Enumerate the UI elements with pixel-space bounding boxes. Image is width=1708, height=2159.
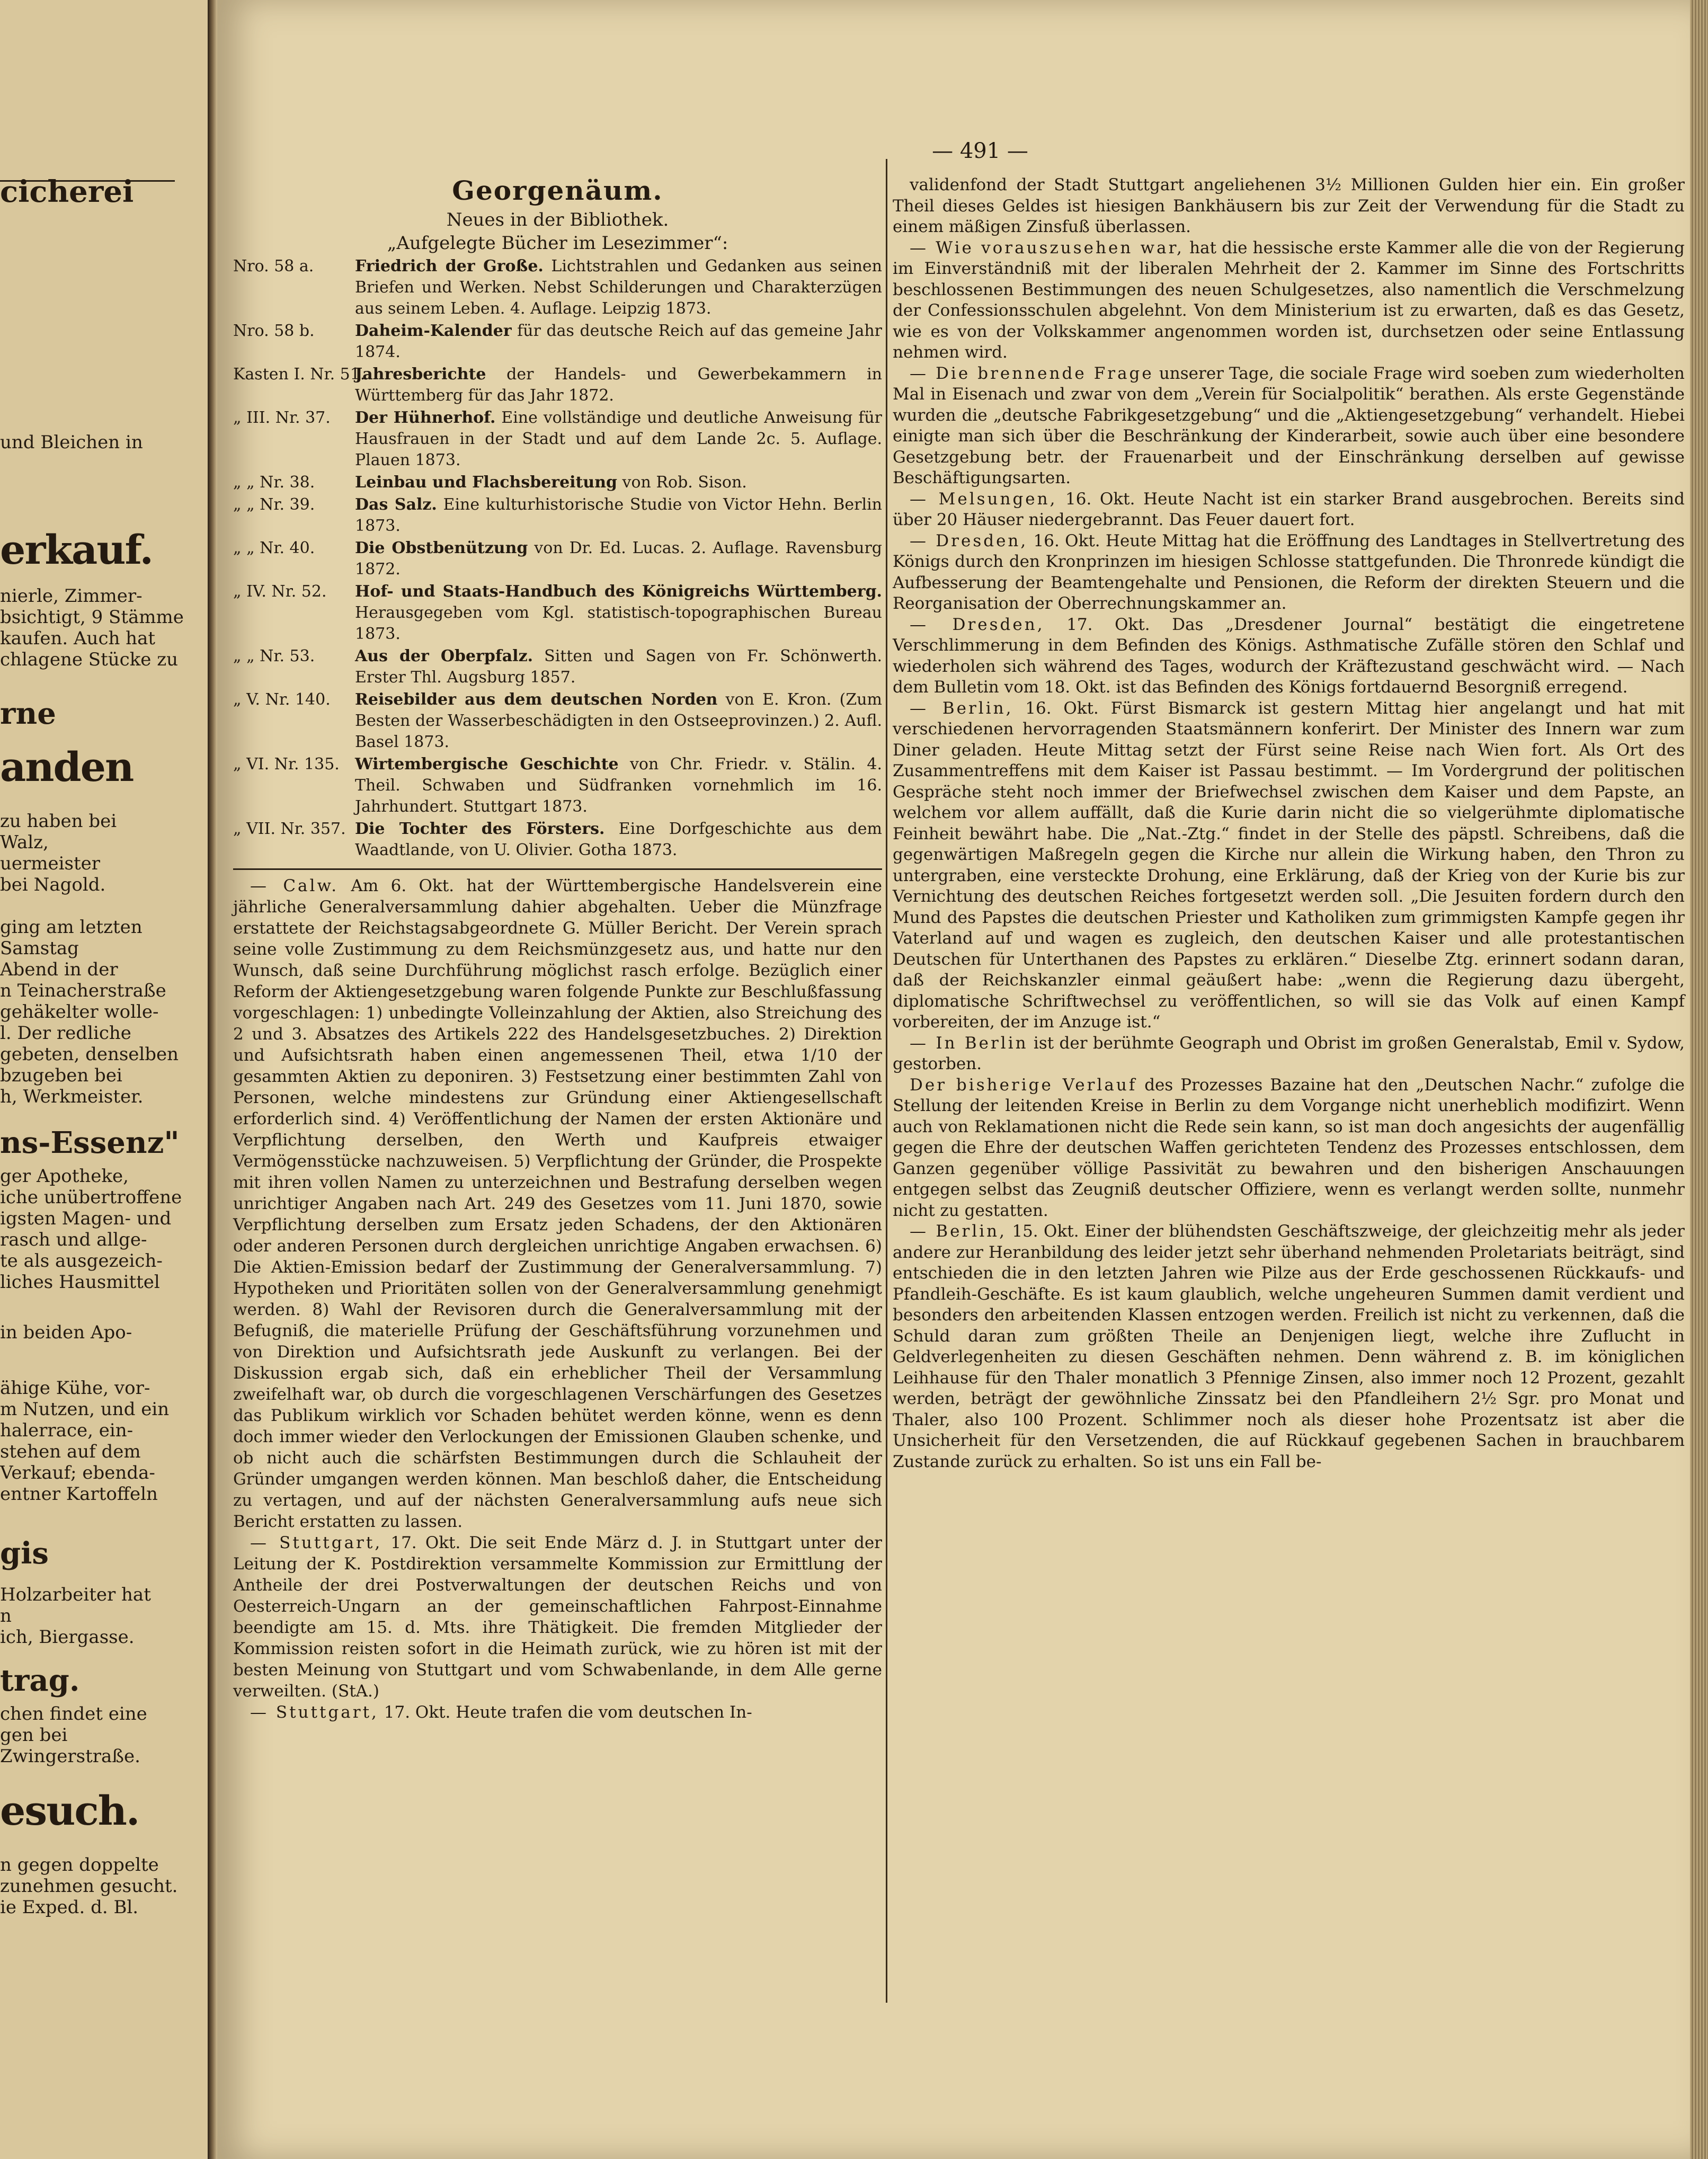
- news-article: [893, 175, 1685, 238]
- left-page-line: n: [0, 1605, 12, 1627]
- left-page-line: liches Hausmittel: [0, 1272, 160, 1293]
- right-page: [217, 0, 1690, 2159]
- left-page-line: rne: [0, 697, 56, 731]
- article-lead: — Berlin,: [910, 1222, 1007, 1241]
- entry-description: [355, 472, 882, 493]
- left-page-line: bsichtigt, 9 Stämme: [0, 607, 184, 628]
- left-page-line: nierle, Zimmer-: [0, 585, 143, 607]
- left-page-line: erkauf.: [0, 527, 153, 573]
- news-article: [893, 615, 1685, 698]
- entry-description: [355, 364, 882, 406]
- page-number: — 491 —: [932, 139, 1028, 163]
- article-body: hat die hessische erste Kammer alle die von der Regierung im Einverständniß mit der liberalen Mehrheit der 2. Kammer im Sinne des Fortschritts beschlossenen Bestimmungen des neuen Schulgesetzes, also namentlich die Verschmelzung der Confessionsschulen abgelehnt. Von dem Ministerium ist zu erwarten, daß es das Gesetz, wie es von der Volkskammer angenommen worden ist, durchsetzen oder seine Entlassung nehmen wird.: [893, 238, 1685, 362]
- entry-description: [355, 754, 882, 818]
- left-page-line: Holzarbeiter hat: [0, 1584, 151, 1605]
- left-page-line: h, Werkmeister.: [0, 1086, 144, 1107]
- news-article: [233, 1532, 882, 1702]
- entry-details: für das deutsche Reich auf das gemeine Jahr 1874.: [355, 322, 882, 361]
- left-page-line: esuch.: [0, 1788, 139, 1834]
- left-page-line: n Teinacherstraße: [0, 980, 166, 1001]
- entry-details: Sitten und Sagen von Fr. Schönwerth. Erster Thl. Augsburg 1857.: [355, 647, 882, 687]
- entry-shelfmark: „ VI. Nr. 135.: [233, 755, 340, 774]
- entry-title: Der Hühnerhof.: [355, 408, 496, 427]
- news-article: [233, 1702, 882, 1723]
- entry-title: Wirtembergische Geschichte: [355, 755, 619, 774]
- column-divider: [886, 159, 887, 2003]
- article-body: 16. Okt. Heute Mittag hat die Eröffnung des Landtages in Stellvertretung des Königs durch den Kronprinzen im hiesigen Schlosse stattgefunden. Die Thronrede kündigt die Aufbesserung der Beamtengehalte und Pensionen, die Reform der direkten Steuern und die Reorganisation der Oberrechnungskammer an.: [893, 531, 1685, 613]
- left-page-line: Walz,: [0, 832, 49, 853]
- entry-title: Die Tochter des Försters.: [355, 820, 605, 838]
- article-body: 16. Okt. Fürst Bismarck ist gestern Mittag hier angelangt und hat mit verschiedenen hervorragenden Staatsmännern konferirt. Der Minister des Innern war zum Diner geladen. Heute Mittag setzt der Fürst seine Reise nach Wien fort. Als Ort des Zusammentreffens mit dem Kaiser ist Passau bestimmt. — Im Vordergrund der politischen Gespräche steht noch immer der Briefwechsel zwischen dem Kaiser und dem Papste, an welchem vor allem auffällt, daß die Kurie darin nicht die so vielgerühmte diplomatische Feinheit bewährt habe. Die „Nat.-Ztg.“ findet in der Stelle des päpstl. Schreibens, daß die gegenwärtigen Maßregeln gegen die Kirche nur allein die Wirkung haben, den Thron zu untergraben, eine versteckte Drohung, eine Erklärung, daß der Krieg von der Kurie bis zur Vernichtung des deutschen Reiches fortgesetzt werden soll. „Die Jesuiten fordern durch den Mund des Papstes die deutschen Priester und Katholiken zum grimmigsten Kampfe gegen ihr Vaterland auf und wagen es zugleich, den deutschen Kaiser und alle protestantischen Deutschen für Unterthanen des Papstes zu erklären.“ Dieselbe Ztg. erinnert sodann daran, daß der Reichskanzler einmal geäußert habe: „wenn die Regierung dazu übergeht, diplomatische Schriftwechsel zu veröffentlichen, so will sie das Volk auf einen Kampf vorbereiten, der im Anzuge ist.“: [893, 698, 1685, 1032]
- left-page-line: entner Kartoffeln: [0, 1483, 158, 1505]
- entry-description: [355, 581, 882, 645]
- article-lead: — Stuttgart,: [250, 1533, 382, 1552]
- entry-title: Hof- und Staats-Handbuch des Königreichs Württemberg.: [355, 582, 882, 601]
- library-entry: [233, 754, 882, 818]
- book-gutter: [208, 0, 217, 2159]
- entry-details: der Handels- und Gewerbekammern in Württemberg für das Jahr 1872.: [355, 365, 882, 405]
- article-body: 16. Okt. Heute Nacht ist ein starker Brand ausgebrochen. Bereits sind über 20 Häuser niedergebrannt. Das Feuer dauert fort.: [893, 489, 1685, 529]
- entry-details: Lichtstrahlen und Gedanken aus seinen Briefen und Werken. Nebst Schilderungen und Charakterzügen aus seinem Leben. 4. Auflage. Leipzig 1873.: [355, 257, 882, 318]
- entry-shelfmark: „ VII. Nr. 357.: [233, 820, 346, 838]
- left-page-line: bei Nagold.: [0, 874, 106, 895]
- left-page-line: halerrace, ein-: [0, 1420, 134, 1441]
- news-article: [893, 363, 1685, 489]
- article-lead: — In Berlin: [910, 1033, 1028, 1053]
- left-page-line: rasch und allge-: [0, 1229, 147, 1250]
- left-page-line: stehen auf dem: [0, 1441, 141, 1462]
- left-page-line: bzugeben bei: [0, 1065, 122, 1086]
- library-entry: [233, 581, 882, 645]
- article-lead: Der bisherige Verlauf: [910, 1075, 1137, 1095]
- left-page-line: und Bleichen in: [0, 432, 143, 453]
- news-article: [893, 489, 1685, 531]
- left-page-line: kaufen. Auch hat: [0, 628, 156, 649]
- section-rule: [233, 868, 882, 870]
- news-article: [893, 698, 1685, 1033]
- left-page-line: trag.: [0, 1664, 80, 1698]
- entry-details: Eine kulturhistorische Studie von Victor Hehn. Berlin 1873.: [355, 495, 882, 535]
- entry-shelfmark: „ IV. Nr. 52.: [233, 582, 327, 601]
- news-article: [893, 1075, 1685, 1222]
- library-entry: [233, 472, 882, 493]
- entry-details: von Rob. Sison.: [617, 473, 747, 492]
- left-page-fragment: [0, 0, 209, 2159]
- article-body: 15. Okt. Einer der blühendsten Geschäftszweige, der gleichzeitig mehr als jeder andere zur Heranbildung des leider jetzt sehr überhand nehmenden Proletariats beiträgt, sind entschieden die in den letzten Jahren wie Pilze aus der Erde geschossenen Rückkaufs- und Pfandleih-Geschäfte. Es ist kaum glaublich, welche ungeheuren Summen damit verdient und besonders den arbeitenden Klassen entzogen werden. Freilich ist nicht zu verkennen, daß die Schuld daran zum größten Theile an Denjenigen liegt, welche ihre Zuflucht in Geldverlegenheiten zu diesen Geschäften nehmen. Denn während z. B. im königlichen Leihhause für den Thaler monatlich 3 Pfennige Zinsen, also immer noch 12 Prozent, gezahlt werden, beträgt der gewöhnliche Zinssatz bei den Pfandleihern 2½ Sgr. pro Monat und Thaler, also 100 Prozent. Schlimmer noch als dieser hohe Prozentsatz ist aber die Unsicherheit für den Versetzenden, die auf Rückkauf gegebenen Sachen in brauchbarem Zustande zurück zu erhalten. So ist uns ein Fall be-: [893, 1222, 1685, 1471]
- article-body: 17. Okt. Die seit Ende März d. J. in Stuttgart unter der Leitung der K. Postdirektion versammelte Kommission zur Ermittlung der Antheile der drei Postverwaltungen der deutschen Reichs und von Oesterreich-Ungarn an der gemeinschaftlichen Fahrpost-Einnahme beendigte am 15. d. Mts. ihre Thätigkeit. Die fremden Mitglieder der Kommission reisten sofort in die Heimath zurück, wie zu hören ist mit der besten Meinung von Stuttgart und vom Schwabenlande, in dem Alle gerne verweilten. (StA.): [233, 1533, 883, 1701]
- article-list: [893, 175, 1685, 1472]
- article-lead: — Die brennende Frage: [910, 363, 1154, 383]
- article-body: 17. Okt. Das „Dresdener Journal“ bestätigt die eingetretene Verschlimmerung in dem Befinden des Königs. Asthmatische Zufälle stören den Schlaf und wiederholen sich während des Tages, wodurch der Kräftezustand geschwächt wird. — Nach dem Bulletin vom 18. Okt. ist das Befinden des Königs fortdauernd Besorgniß erregend.: [893, 615, 1685, 697]
- library-entry: [233, 689, 882, 753]
- entry-description: [355, 689, 882, 753]
- left-page-line: ie Exped. d. Bl.: [0, 1897, 139, 1918]
- entry-shelfmark: „ „ Nr. 40.: [233, 539, 315, 557]
- left-page-line: igsten Magen- und: [0, 1208, 172, 1229]
- entry-shelfmark: Kasten I. Nr. 51.: [233, 365, 366, 384]
- library-entry: [233, 321, 882, 363]
- left-page-line: l. Der redliche: [0, 1023, 131, 1044]
- left-page-line: m Nutzen, und ein: [0, 1399, 170, 1420]
- entry-title: Leinbau und Flachsbereitung: [355, 473, 618, 492]
- entry-title: Jahresberichte: [355, 365, 486, 384]
- entry-shelfmark: „ „ Nr. 53.: [233, 647, 315, 665]
- left-page-line: gehäkelter wolle-: [0, 1001, 159, 1023]
- entry-description: [355, 494, 882, 537]
- article-body: validenfond der Stadt Stuttgart angeliehenen 3½ Millionen Gulden hier ein. Ein großer Theil dieses Geldes ist hiesigen Bankhäusern bis zur Zeit der Verwendung für die Stadt zu einem mäßigen Zinsfuß überlassen.: [893, 175, 1685, 236]
- entry-details: von Chr. Friedr. v. Stälin. 4. Theil. Schwaben und Südfranken vornehmlich im 16. Jahrhundert. Stuttgart 1873.: [355, 755, 882, 816]
- entry-details: von Dr. Ed. Lucas. 2. Auflage. Ravensburg 1872.: [355, 539, 882, 579]
- article-lead: — Dresden,: [910, 615, 1045, 634]
- entry-details: Eine Dorfgeschichte aus dem Waadtlande, von U. Olivier. Gotha 1873.: [355, 820, 882, 859]
- article-body: des Prozesses Bazaine hat den „Deutschen Nachr.“ zufolge die Stellung der leitenden Kreise in Berlin zu dem Vorgange nicht unerheblich modifizirt. Wenn auch von Reklamationen nicht die Rede sein kann, so ist man doch angesichts der augenfällig gegen die Ehre der deutschen Waffen gerichteten Tendenz des Prozesses entschlossen, dem Ganzen gegenüber völlige Passivität zu bewahren und den bisherigen Anschauungen entgegen selbst das Zeugniß deutscher Offiziere, wenn es verlangt werden sollte, nunmehr nicht zu gestatten.: [893, 1075, 1685, 1220]
- entry-description: [355, 407, 882, 471]
- library-entry: [233, 407, 882, 471]
- left-page-line: ns-Essenz": [0, 1126, 180, 1160]
- left-page-line: iche unübertroffene: [0, 1187, 182, 1208]
- library-entry: [233, 819, 882, 861]
- entry-title: Das Salz.: [355, 495, 437, 514]
- left-page-line: te als ausgezeich-: [0, 1250, 163, 1272]
- library-entry: [233, 538, 882, 580]
- left-page-line: Samstag: [0, 938, 79, 959]
- entry-shelfmark: „ „ Nr. 39.: [233, 495, 315, 514]
- left-page-line: cicherei: [0, 175, 134, 209]
- entry-description: [355, 321, 882, 363]
- left-page-line: ging am letzten: [0, 917, 143, 938]
- left-page-line: ich, Biergasse.: [0, 1627, 135, 1648]
- article-lead: — Stuttgart,: [250, 1703, 379, 1722]
- library-entry: [233, 646, 882, 688]
- left-page-line: gis: [0, 1536, 49, 1570]
- article-lead: — Wie vorauszusehen war,: [910, 238, 1184, 257]
- article-body: Am 6. Okt. hat der Württembergische Handelsverein eine jährliche Generalversammlung dahier abgehalten. Ueber die Münzfrage erstattete der Reichstagsabgeordnete G. Müller Bericht. Der Verein sprach seine volle Zustimmung zu dem Reichsmünzgesetz aus, und hatte nur den Wunsch, daß seine Durchführung möglichst rasch erfolge. Bezüglich einer Reform der Aktiengesetzgebung waren folgende Punkte zur Beschlußfassung vorgeschlagen: 1) unbedingte Volleinzahlung der Aktien, also Streichung des 2 und 3. Absatzes des Artikels 222 des Handelsgesetzbuches. 2) Direktion und Aufsichtsrath haben einen angemessenen Theil, etwa 1/10 der gesammten Aktien zu deponiren. 3) Festsetzung einer bestimmten Zahl von Personen, welche mindestens zur Gründung einer Aktiengesellschaft erforderlich sind. 4) Veröffentlichung der Namen der ersten Aktionäre und Verpflichtung derselben, den Werth und Kaufpreis etwaiger Vermögensstücke nachzuweisen. 5) Verpflichtung der Gründer, die Prospekte mit ihren vollen Namen zu unterzeichnen und Bestrafung derselben wegen unrichtiger Angaben nach Art. 249 des Gesetzes vom 11. Juni 1870, sowie Verpflichtung derselben zum Ersatz jeden Schadens, der den Aktionären oder anderen Personen durch dergleichen unrichtige Angaben erwachsen. 6) Die Aktien-Emission bedarf der Zustimmung der Generalversammlung. 7) Hypotheken und Prioritäten sollen von der Generalversammlung genehmigt werden. 8) Wahl der Revisoren durch die Generalversammlung mit der Befugniß, die materielle Prüfung der Geschäftsführung vorzunehmen und von Direktion und Aufsichtsrath jede Auskunft zu verlangen. Bei der Diskussion ergab sich, daß ein erheblicher Theil der Versammlung zweifelhaft war, ob durch die vorgeschlagenen Verschärfungen des Gesetzes das Publikum wirklich vor Schaden behütet werden könne, wenn es denn doch immer wieder den Verlockungen der Emissionen Glauben schenke, und ob nicht auch die schärfsten Bestimmungen durch die Schlauheit der Gründer umgangen werden können. Man beschloß daher, die Entscheidung zu vertagen, und auf der nächsten Generalversammlung aufs neue sich Bericht erstatten zu lassen.: [233, 876, 883, 1531]
- library-list: [233, 256, 882, 861]
- column-left: [233, 175, 882, 1723]
- entry-details: von E. Kron. (Zum Besten der Wasserbeschädigten in den Ostseeprovinzen.) 2. Aufl. Basel 1873.: [355, 690, 882, 751]
- news-article: [893, 1033, 1685, 1075]
- entry-shelfmark: „ „ Nr. 38.: [233, 473, 315, 492]
- entry-title: Daheim-Kalender: [355, 322, 512, 340]
- entry-shelfmark: Nro. 58 b.: [233, 322, 315, 340]
- section-subtitle: Neues in der Bibliothek.: [446, 209, 669, 230]
- left-page-line: Abend in der: [0, 959, 118, 980]
- entry-shelfmark: „ III. Nr. 37.: [233, 408, 331, 427]
- entry-description: [355, 646, 882, 688]
- left-page-line: chlagene Stücke zu: [0, 649, 179, 670]
- left-page-line: in beiden Apo-: [0, 1322, 132, 1343]
- library-entry: [233, 364, 882, 406]
- left-page-line: uermeister: [0, 853, 100, 874]
- left-page-line: anden: [0, 744, 134, 790]
- section-title: Georgenäum.: [452, 175, 663, 206]
- entry-description: [355, 819, 882, 861]
- entry-description: [355, 256, 882, 319]
- entry-title: Reisebilder aus dem deutschen Norden: [355, 690, 718, 709]
- left-page-line: Verkauf; ebenda-: [0, 1462, 155, 1483]
- library-entry: [233, 494, 882, 537]
- column-right: [893, 175, 1685, 1472]
- article-lead: — Melsungen,: [910, 489, 1057, 509]
- news-article: [893, 531, 1685, 615]
- article-lead: — Dresden,: [910, 531, 1028, 550]
- page-edges: [1690, 0, 1708, 2159]
- article-body: ist der berühmte Geograph und Obrist im großen Generalstab, Emil v. Sydow, gestorben.: [893, 1033, 1685, 1073]
- article-lead: — Calw.: [250, 876, 339, 895]
- entry-title: Friedrich der Große.: [355, 257, 544, 276]
- article-body: unserer Tage, die sociale Frage wird soeben zum wiederholten Mal in Eisenach und zwar von dem „Verein für Socialpolitik“ berathen. Als erste Gegenstände wurden die „deutsche Fabrikgesetzgebung“ und die „Aktiengesetzgebung“ verhandelt. Hiebei einigte man sich über die Beschränkung der Kinderarbeit, sowie auch über eine besondere Gesetzgebung betr. der Frauenarbeit und der Einschränkung derselben auf gewisse Beschäftigungsarten.: [893, 363, 1685, 487]
- entry-shelfmark: „ V. Nr. 140.: [233, 690, 331, 709]
- entry-title: Die Obstbenützung: [355, 539, 528, 557]
- news-article: [233, 875, 882, 1532]
- entry-description: [355, 538, 882, 580]
- news-article: [893, 238, 1685, 363]
- left-page-line: Zwingerstraße.: [0, 1746, 140, 1767]
- left-page-line: ähige Kühe, vor-: [0, 1378, 150, 1399]
- left-page-line: chen findet eine: [0, 1703, 147, 1725]
- left-page-line: zunehmen gesucht.: [0, 1876, 178, 1897]
- entry-title: Aus der Oberpfalz.: [355, 647, 533, 665]
- news-article: [893, 1221, 1685, 1472]
- article-body: 17. Okt. Heute trafen die vom deutschen In-: [378, 1703, 752, 1722]
- left-page-line: gebeten, denselben: [0, 1044, 179, 1065]
- entry-shelfmark: Nro. 58 a.: [233, 257, 314, 276]
- left-page-line: gen bei: [0, 1725, 68, 1746]
- left-page-line: zu haben bei: [0, 811, 117, 832]
- section-subheading: „Aufgelegte Bücher im Lesezimmer“:: [387, 233, 728, 254]
- article-list: [233, 875, 882, 1723]
- entry-details: Herausgegeben vom Kgl. statistisch-topographischen Bureau 1873.: [355, 603, 882, 643]
- left-page-line: ger Apotheke,: [0, 1166, 129, 1187]
- left-page-line: n gegen doppelte: [0, 1854, 159, 1876]
- article-lead: — Berlin,: [910, 698, 1013, 718]
- library-entry: [233, 256, 882, 319]
- entry-details: Eine vollständige und deutliche Anweisung für Hausfrauen in der Stadt und auf dem Lande 2c. 5. Auflage. Plauen 1873.: [355, 408, 882, 469]
